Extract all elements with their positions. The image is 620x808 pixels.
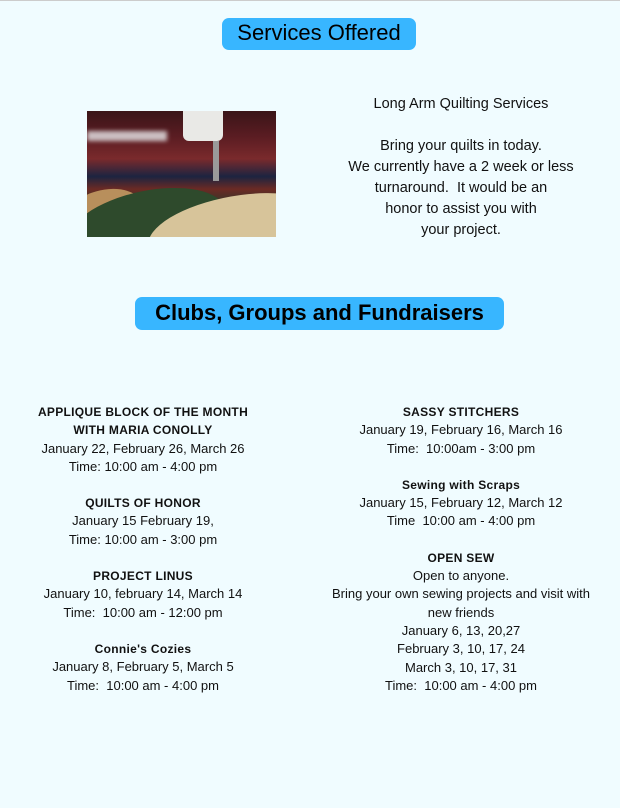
club-title: SASSY STITCHERS xyxy=(402,405,520,419)
club-title: QUILTS OF HONOR xyxy=(85,496,201,511)
club-entry xyxy=(0,403,286,476)
club-entry xyxy=(312,403,610,458)
clubs-left-column xyxy=(0,403,286,695)
club-title: OPEN SEW xyxy=(427,550,495,565)
club-title: Sewing with Scraps xyxy=(401,477,521,492)
services-offered-heading: Services Offered xyxy=(222,18,416,50)
club-detail: March 3, 10, 17, 31 xyxy=(404,659,517,675)
club-title: WITH MARIA CONOLLY xyxy=(73,423,213,438)
club-title: APPLIQUE BLOCK OF THE MONTH xyxy=(37,405,249,419)
club-detail: January 6, 13, 20,27 xyxy=(401,622,521,638)
club-detail: Time: 10:00 am - 4:00 pm xyxy=(67,677,219,693)
club-detail: January 15, February 12, March 12 xyxy=(359,495,563,511)
club-entry xyxy=(312,476,610,531)
club-detail: January 10, february 14, March 14 xyxy=(43,586,243,602)
club-entry xyxy=(0,567,286,622)
club-detail: February 3, 10, 17, 24 xyxy=(397,641,525,657)
club-detail: January 8, February 5, March 5 xyxy=(52,659,234,675)
club-detail: Open to anyone. xyxy=(412,568,510,584)
service-text-line: your project. xyxy=(421,222,501,238)
club-detail: January 22, February 26, March 26 xyxy=(41,440,245,456)
club-detail: January 19, February 16, March 16 xyxy=(359,422,563,438)
clubs-heading: Clubs, Groups and Fundraisers xyxy=(135,297,504,330)
club-title: Connie's Cozies xyxy=(94,641,192,656)
services-description xyxy=(330,94,592,241)
service-text-line: Bring your quilts in today. xyxy=(380,138,542,154)
service-text-line: We currently have a 2 week or less xyxy=(348,159,574,175)
club-entry xyxy=(0,640,286,695)
club-detail: Time 10:00 am - 4:00 pm xyxy=(386,513,536,529)
quilting-machine-image xyxy=(87,111,276,237)
club-detail: Time: 10:00 am - 4:00 pm xyxy=(68,458,218,474)
club-detail: Bring your own sewing projects and visit with xyxy=(332,586,590,602)
service-text-line: honor to assist you with xyxy=(385,201,537,217)
club-detail: Time: 10:00 am - 4:00 pm xyxy=(385,677,537,693)
club-detail: January 15 February 19, xyxy=(72,513,214,529)
club-entry xyxy=(0,494,286,549)
club-detail: Time: 10:00 am - 12:00 pm xyxy=(63,604,223,620)
club-detail: Time: 10:00 am - 3:00 pm xyxy=(68,531,218,547)
clubs-right-column xyxy=(312,403,610,695)
club-detail: Time: 10:00am - 3:00 pm xyxy=(386,440,536,456)
service-heading: Long Arm Quilting Services xyxy=(373,96,549,112)
club-entry xyxy=(312,549,610,695)
service-text-line: turnaround. It would be an xyxy=(374,180,548,196)
club-detail: new friends xyxy=(427,604,495,620)
club-title: PROJECT LINUS xyxy=(93,569,193,584)
